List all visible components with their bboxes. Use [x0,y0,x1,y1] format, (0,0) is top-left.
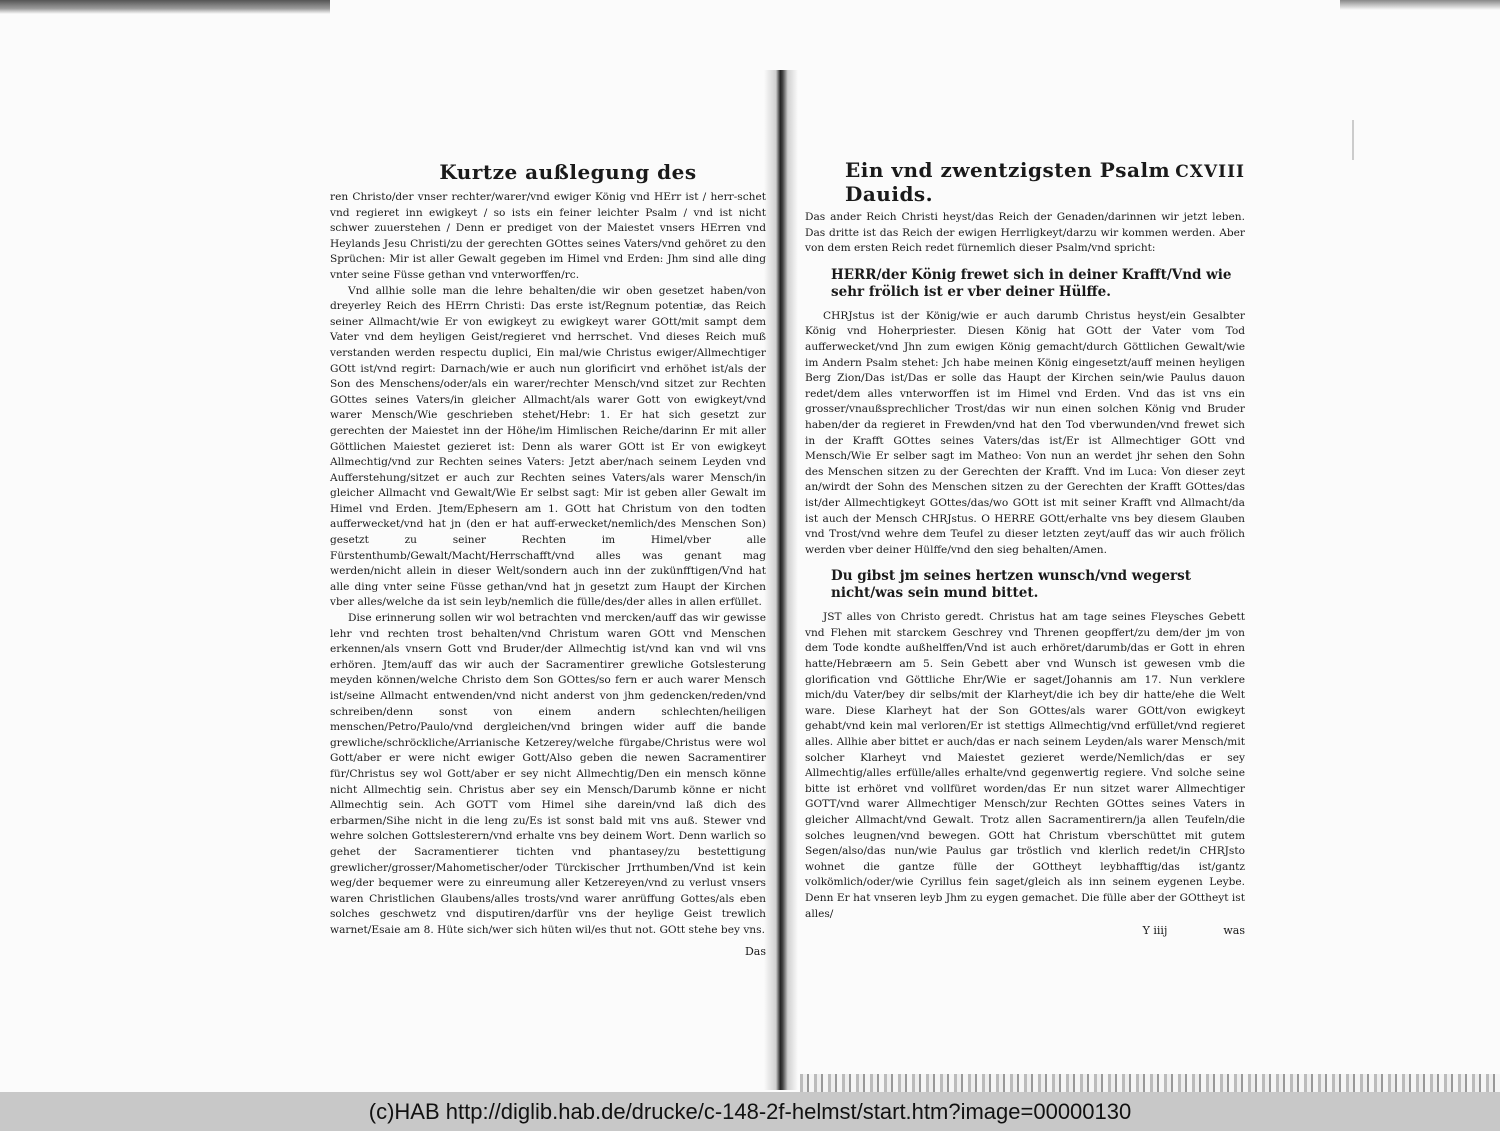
right-catchword: was [1223,924,1245,938]
right-commentary: JST alles von Christo geredt. Christus hat am tage seines Fleysches Gebett vnd Flehen mit starckem Geschrey vnd Threnen geopffert/zu dem/der jm von dem Tode kondte außhelffen/Vnd ist auch erhöret/darumb/das er Gott in ehren hatte/Hebræern am 5. Sein Gebett aber vnd Wunsch ist gewesen vmb die glorification vnd Göttliche Ehr/Wie er saget/Johannis am 17. Nun verklere mich/du Vater/bey dir selbs/mit der Klarheyt/die ich bey dir hatte/ehe die Welt ware. Diese Klarheyt hat der Son GOttes/als warer GOtt/von ewigkeyt gehabt/vnd kein mal verloren/Er ist stettigs Allmechtig/vnd erfüllet/vnd regieret alles. Allhie aber bittet er auch/das er nach seinem Leyden/als warer Mensch/mit solcher Klarheyt vnd Maiestet gezieret werde/Nemlich/das er sey Allmechtig/alles erfülle/alles erhalte/vnd gegenwertig regiere. Vnd solche seine bitte ist erhöret vnd vollfüret worden/das Er nun sitzet warer Allmechtiger GOTT/vnd warer Allmechtiger Mensch/zur Rechten GOttes seines Vaters in gleicher Allmacht/vnd Gewalt. Trotz allen Sacramentirern/ja allen Teufeln/die solches leugnen/vnd bewegen. GOtt hat Christum vberschüttet mit gutem Segen/also/das nun/wie Paulus gar tröstlich vnd klerlich redet/in CHRJsto wohnet die gantze fülle der GOttheyt leybhafftig/das ist/gantz volkömlich/oder/wie Cyrillus fein saget/gleich als inn seinem eygenen Leybe. Denn Er hat vnseren leyb Jhm zu eygen gemachet. Die fülle aber der GOttheyt ist alles/ [805,611,1245,920]
left-page [330,160,766,958]
page-stack-edge [800,1074,1500,1092]
right-running-head: Ein vnd zwentzigsten Psalm Dauids. [845,158,1171,206]
psalm-verse: Du gibst jm seines hertzen wunsch/vnd wegerst nicht/was sein mund bittet. [831,568,1191,602]
left-paragraph: Dise erinnerung sollen wir wol betrachten vnd mercken/auff das wir gewisse lehr vnd rechten trost behalten/vnd Christum waren GOtt vnd Menschen erkennen/als vnsern Gott vnd Bruder/der Allmechtig ist/vnd kan vnd wil vns erhören. Jtem/auff das wir auch der Sacramentirer grewliche Gotslesterung meyden können/welche Christo dem Son GOttes/so fern er auch warer Mensch ist/seine Allmacht entwenden/vnd nicht anderst von jhm gedencken/reden/vnd schreiben/denn sonst von einem andern schlechten/heiligen menschen/Petro/Paulo/vnd dergleichen/vnd bringen wider auff die bande grewliche/schröckliche/Arrianische Ketzerey/welche fürgabe/Christus were wol Gott/aber er were nicht ewiger Gott/Also geben die newen Sacramentirer für/Christus sey wol Gott/aber er sey nicht Allmechtig/Den ein mensch könne nicht Allmechtig sein. Christus aber sey ein Mensch/Darumb könne er nicht Allmechtig sein. Ach GOTT vom Himel sihe darein/vnd laß dich des erbarmen/Sihe nicht in die leng zu/Es ist sonst bald mit vns auß. Stewer vnd wehre solchen Gottslesterern/vnd erhalte vns bey deinem Wort. Denn warlich so gehet der Sacramentierer tichten vnd phantasey/zu bestettigung grewlicher/grosser/Mahometischer/oder Türckischer Jrrthumben/Vnd ist kein weg/der bequemer were zu einreumung aller Ketzereyen/vnd zu verlust vnsers waren Christlichen Glaubens/alles trosts/vnd warer anrüffung Gottes/als eben solches geschwetz vnd disputiren/darfür vns der heylige Geist trewlich warnet/Esaie am 8. Hüte sich/wer sich hüten wil/es thut not. GOtt stehe bey vns. [330,612,766,936]
page-edge-shadow [1340,0,1500,10]
copyright-caption: (c)HAB http://diglib.hab.de/drucke/c-148-2f-helmst/start.htm?image=00000130 [368,1098,1132,1124]
paper-crease [1352,120,1354,160]
book-gutter [764,70,798,1090]
right-commentary: CHRJstus ist der König/wie er auch darumb Christus heyst/ein Gesalbter König vnd Hoherpriester. Diesen König hat GOtt der Vater vom Tod aufferwecket/vnd Jhn zum ewigen König gemacht/durch Göttlichen Gewalt/wie im Andern Psalm stehet: Jch habe meinen König eingesetzt/auff meinen heyligen Berg Zion/Das ist/Das er solle das Haupt der Kirchen sein/wie Paulus dauon redet/dem alles vnterworffen ist im Himel vnd Erden. Vnd das ist vns ein grosser/vnaußsprechlicher Trost/das wir nun einen solchen König vnd Bruder haben/der da regieret in Frewden/vnd hat den Tod vberwunden/vnd frewet sich in der Krafft GOttes seines Vaters/das ist/Er ist Allmechtiger GOtt vnd Mensch/Wie Er selber sagt im Matheo: Von nun an werdet jhr sehen den Sohn des Menschen sitzen zu der Gerechten der Krafft. Vnd im Luca: Von dieser zeyt an/wirdt der Sohn des Menschen sitzen zu der Gerechten der Krafft GOttes/das ist/der Allmechtigkeyt GOttes/das/wo GOtt ist mit seiner Krafft vnd Allmacht/da ist auch der Mensch CHRJstus. O HERRE GOtt/erhalte vns bey diesem Glauben vnd Trost/vnd wehre dem Teufel zu dieser letzten zeyt/auff das wir auch frölich werden vber deiner Hülffe/vnd den sieg behalten/Amen. [805,309,1245,556]
folio-number: CXVIII [1175,162,1245,182]
right-header-row [845,158,1245,206]
left-paragraph: ren Christo/der vnser rechter/warer/vnd ewiger König vnd HErr ist / herr-schet vnd regieret inn ewigkeyt / so ists ein feiner leichter Psalm / vnd ist nicht schwer zuuerstehen / Denn er prediget von der Maiestet vnsers HErren vnd Heylands Jesu Christi/zu der gerechten GOttes seines Vaters/vnd gehöret zu den Sprüchen: Mir ist aller Gewalt gegeben im Himel vnd Erden: Jhm sind alle ding vnter seine Füsse gethan vnd vnterworffen/rc. [330,191,766,281]
left-catchword: Das [744,944,766,958]
signature-mark: Y iiij [1142,924,1168,938]
signature-row [805,924,1245,937]
psalm-verse: HERR/der König frewet sich in deiner Krafft/Vnd wie sehr frölich ist er vber deiner Hülffe. [831,266,1232,300]
right-intro: Das ander Reich Christi heyst/das Reich der Genaden/darinnen wir jetzt leben. Das dritte ist das Reich der ewigen Herrligkeyt/darzu wir kommen werden. Aber von dem ersten Reich redet fürnemlich dieser Psalm/vnd spricht: [805,211,1245,255]
right-page [805,158,1245,937]
copyright-caption-bar [0,1092,1500,1131]
page-edge-shadow [0,0,330,14]
left-running-head: Kurtze außlegung des [439,160,697,184]
left-paragraph: Vnd allhie solle man die lehre behalten/die wir oben gesetzet haben/von dreyerley Reich des HErrn Christi: Das erste ist/Regnum potentiæ, das Reich seiner Allmacht/wie Er von ewigkeyt zu ewigkeyt warer GOtt/mit sampt dem Vater vnd dem heyligen Geist/regieret vnd herrschet. Vnd dieses Reich muß verstanden werden respectu duplici, Ein mal/wie Christus ewiger/Allmechtiger GOtt ist/vnd regirt: Darnach/wie er auch nun glorificirt vnd erhöhet ist/als der Son des Menschens/oder/als ein warer/rechter Mensch/vnd sitzet zur Rechten GOttes seines Vaters/in gleicher Allmacht/als warer Gott von ewigkeyt/vnd warer Mensch/Wie geschrieben stehet/Hebr: 1. Er hat sich gesetzt zur gerechten der Maiestet inn der Höhe/im Himlischen Reiche/darinn Er mit aller Göttlichen Maiestet gezieret ist: Denn als warer GOtt ist Er von ewigkeyt Allmechtig/vnd zur Rechten seines Vaters: Jetzt aber/nach seinem Leyden vnd Aufferstehung/sitzet er auch zur Rechten seines Vaters/als warer Mensch/in gleicher Allmacht vnd Gewalt/Wie Er selbst sagt: Mir ist geben aller Gewalt im Himel vnd Erden. Jtem/Ephesern am 1. GOtt hat Christum von den todten aufferwecket/vnd hat jn (den er hat auff-erwecket/nemlich/des Menschen Son) gesetzt zu seiner Rechten im Himel/vber alle Fürstenthumb/Gewalt/Macht/Herrschafft/vnd alles was genant mag werden/nicht allein in dieser Welt/sondern auch inn der zukünfftigen/Vnd hat alle ding vnter seine Füsse gethan/vnd hat jn gesetzt zum Haupt der Kirchen vber alles/welche da ist sein leyb/nemlich die fülle/des/der alles in allen erfüllet. [330,284,766,609]
